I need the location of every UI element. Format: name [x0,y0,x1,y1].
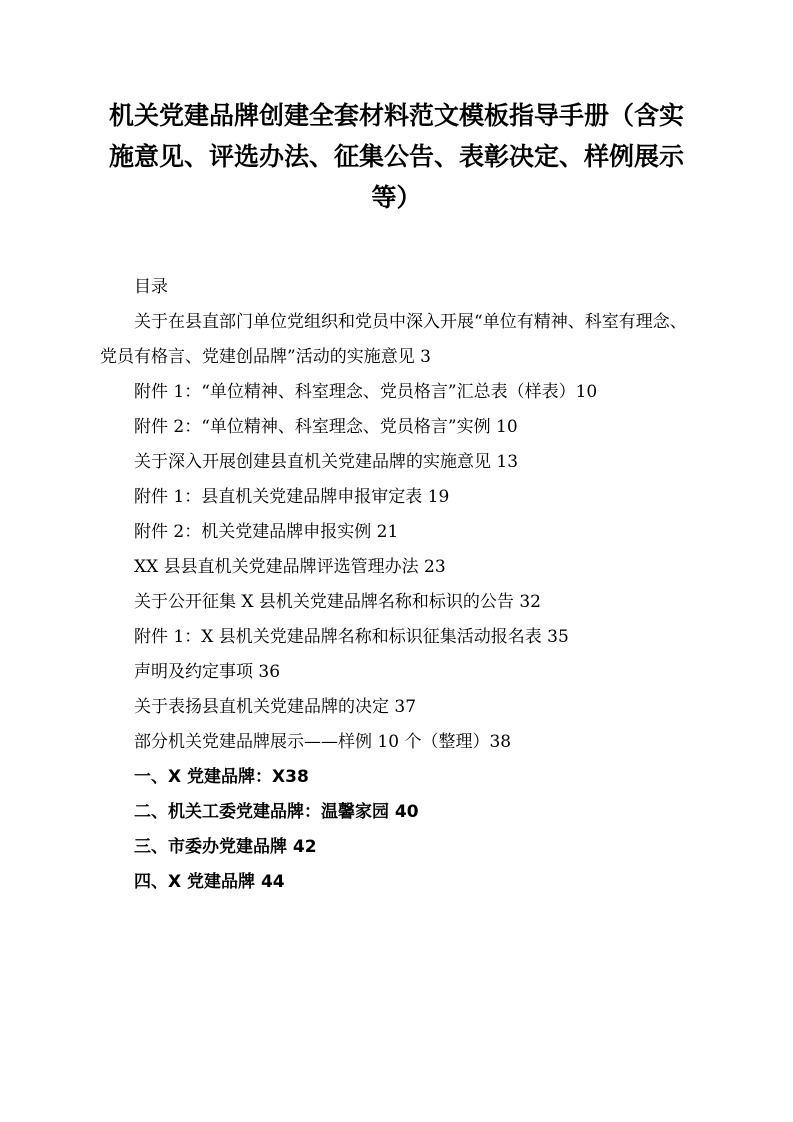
toc-entry[interactable]: 附件 1：县直机关党建品牌申报审定表 19 [134,487,450,507]
toc-entry[interactable]: 附件 2：机关党建品牌申报实例 21 [134,522,399,542]
toc-entry[interactable]: 四、X 党建品牌 44 [134,872,285,892]
toc-entry[interactable]: 关于公开征集 X 县机关党建品牌名称和标识的公告 32 [134,592,541,612]
toc-entry[interactable]: 关于深入开展创建县直机关党建品牌的实施意见 13 [134,452,519,472]
toc-heading: 目录 [134,277,168,297]
toc-entry[interactable]: 一、X 党建品牌：X38 [134,767,309,787]
table-of-contents [100,270,693,900]
toc-entry[interactable]: 二、机关工委党建品牌：温馨家园 40 [134,802,419,822]
toc-entry[interactable]: 附件 1：X 县机关党建品牌名称和标识征集活动报名表 35 [134,627,569,647]
toc-entry[interactable]: 关于在县直部门单位党组织和党员中深入开展“单位有精神、科室有理念、党员有格言、党建创品牌”活动的实施意见 3 [100,312,687,367]
toc-entry[interactable]: XX 县县直机关党建品牌评选管理办法 23 [134,557,446,577]
page-title: 机关党建品牌创建全套材料范文模板指导手册（含实施意见、评选办法、征集公告、表彰决定、样例展示等） [108,101,684,212]
toc-entry[interactable]: 三、市委办党建品牌 42 [134,837,317,857]
toc-entry[interactable]: 部分机关党建品牌展示——样例 10 个（整理）38 [134,732,512,752]
toc-entry[interactable]: 附件 2：“单位精神、科室理念、党员格言”实例 10 [134,417,518,437]
toc-entry[interactable]: 关于表扬县直机关党建品牌的决定 37 [134,697,417,717]
toc-entry[interactable]: 附件 1：“单位精神、科室理念、党员格言”汇总表（样表）10 [134,382,598,402]
toc-entry[interactable]: 声明及约定事项 36 [134,662,281,682]
